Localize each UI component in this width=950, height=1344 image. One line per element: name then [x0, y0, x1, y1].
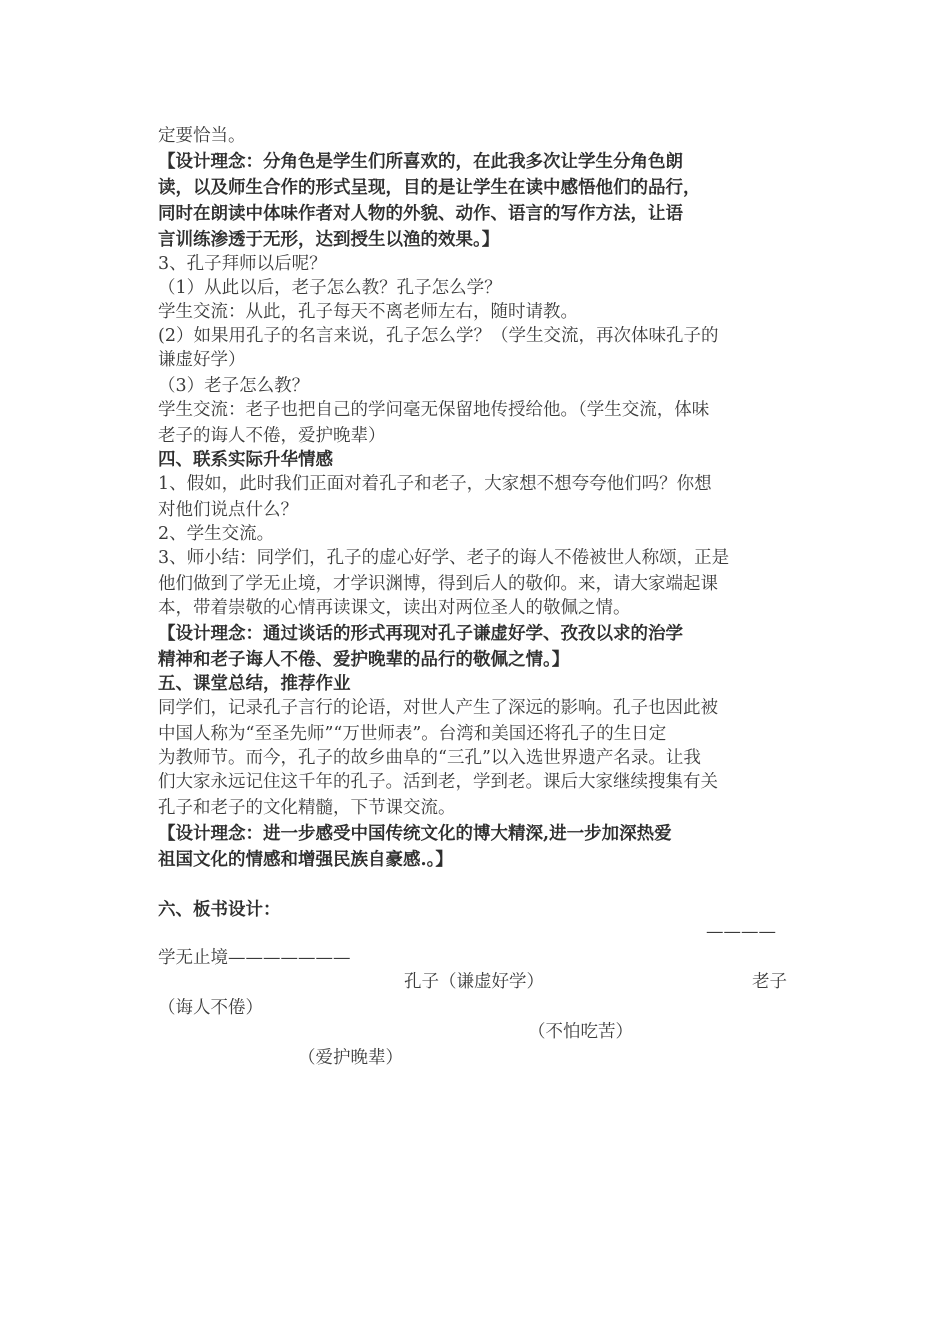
board-laozi: 老子	[752, 972, 787, 992]
text-line: 中国人称为“至圣先师”“万世师表”。台湾和美国还将孔子的生日定	[158, 724, 667, 744]
text-line: 对他们说点什么？	[158, 500, 298, 520]
text-line: 3、孔子拜师以后呢？	[158, 254, 327, 274]
board-left-phrase: 学无止境———————	[158, 948, 351, 968]
design-note-line: 祖国文化的情感和增强民族自豪感.。】	[158, 850, 453, 870]
design-note-line: 同时在朗读中体味作者对人物的外貌、动作、语言的写作方法，让语	[158, 204, 683, 224]
text-line: 学生交流：从此，孔子每天不离老师左右，随时请教。	[158, 302, 578, 322]
design-note-line: 言训练渗透于无形，达到授生以渔的效果。】	[158, 230, 500, 250]
board-dash: ————	[706, 922, 776, 942]
board-kongzi: 孔子（谦虚好学）	[404, 972, 544, 992]
text-line: 1、假如，此时我们正面对着孔子和老子，大家想不想夸夸他们吗？你想	[158, 474, 712, 494]
text-line: （3）老子怎么教？	[158, 376, 310, 396]
text-line: (2）如果用孔子的名言来说，孔子怎么学？（学生交流，再次体味孔子的	[158, 326, 719, 346]
text-line: 同学们，记录孔子言行的论语，对世人产生了深远的影响。孔子也因此被	[158, 698, 718, 718]
design-note-line: 精神和老子诲人不倦、爱护晚辈的品行的敬佩之情。】	[158, 650, 570, 670]
text-line: 孔子和老子的文化精髓，下节课交流。	[158, 798, 456, 818]
text-line: 老子的诲人不倦，爱护晚辈）	[158, 426, 386, 446]
text-line: 2、学生交流。	[158, 524, 275, 544]
text-line: 学生交流：老子也把自己的学问毫无保留地传授给他。（学生交流，体味	[158, 400, 710, 420]
design-note-line: 【设计理念：分角色是学生们所喜欢的，在此我多次让学生分角色朗	[158, 152, 683, 172]
board-bupa: （不怕吃苦）	[528, 1022, 633, 1042]
design-note-line: 【设计理念：通过谈话的形式再现对孔子谦虚好学、孜孜以求的治学	[158, 624, 683, 644]
design-note-line: 读，以及师生合作的形式呈现，目的是让学生在读中感悟他们的品行，	[158, 178, 701, 198]
board-huiren: （诲人不倦）	[158, 998, 263, 1018]
section-heading: 五、课堂总结，推荐作业	[158, 674, 351, 694]
text-line: 们大家永远记住这千年的孔子。活到老，学到老。课后大家继续搜集有关	[158, 772, 718, 792]
text-line: 本，带着崇敬的心情再读课文，读出对两位圣人的敬佩之情。	[158, 598, 631, 618]
text-line: （1）从此以后，老子怎么教？孔子怎么学？	[158, 278, 502, 298]
section-heading: 六、板书设计：	[158, 900, 281, 920]
section-heading: 四、联系实际升华情感	[158, 450, 333, 470]
text-line: 定要恰当。	[158, 126, 246, 146]
text-line: 他们做到了学无止境，才学识渊博，得到后人的敬仰。来，请大家端起课	[158, 574, 718, 594]
design-note-line: 【设计理念：进一步感受中国传统文化的博大精深,进一步加深热爱	[158, 824, 672, 844]
text-line: 谦虚好学）	[158, 350, 246, 370]
text-line: 为教师节。而今，孔子的故乡曲阜的“三孔”以入选世界遗产名录。让我	[158, 748, 701, 768]
text-line: 3、师小结：同学们，孔子的虚心好学、老子的诲人不倦被世人称颂，正是	[158, 548, 730, 568]
board-aihu: （爱护晚辈）	[298, 1048, 403, 1068]
